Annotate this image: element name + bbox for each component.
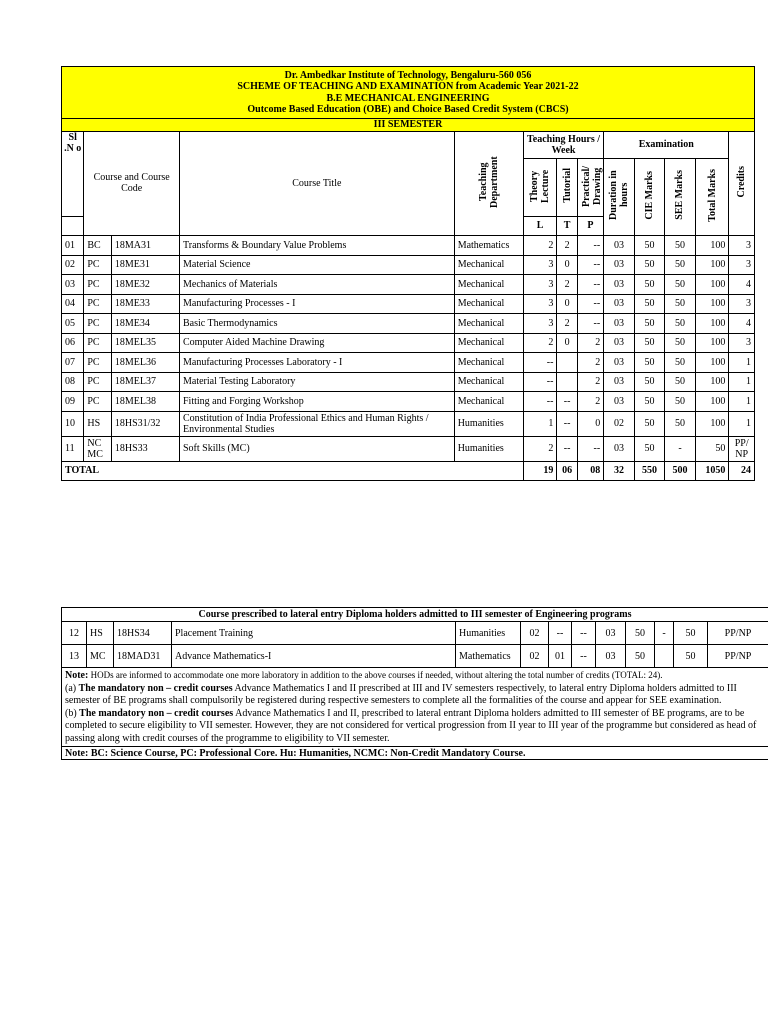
cell-duration: 03: [604, 333, 635, 353]
cell-total: 100: [695, 255, 729, 275]
cell-dept: Mechanical: [454, 294, 523, 314]
cell-cie: 50: [634, 392, 665, 412]
table-row: [62, 333, 755, 353]
cell-code: 18MEL38: [111, 392, 179, 412]
cell-code: 18ME31: [111, 255, 179, 275]
cell-dept: Mathematics: [454, 236, 523, 256]
col-teaching-hours: Teaching Hours / Week: [523, 131, 603, 158]
total-label: TOTAL: [62, 461, 524, 481]
col-teaching-dept-label: Teaching Department: [477, 155, 500, 208]
cell-code: 18HS33: [111, 436, 179, 461]
total-l: 19: [523, 461, 557, 481]
cell-t: 2: [557, 314, 577, 334]
cell-t: 01: [549, 645, 572, 668]
cell-p: 2: [577, 372, 603, 392]
obe-cbcs-line: Outcome Based Education (OBE) and Choice Based Credit System (CBCS): [247, 104, 569, 115]
cell-p: --: [577, 294, 603, 314]
institute-header: [62, 67, 755, 119]
abbreviation-note: Note: BC: Science Course, PC: Professional Core. Hu: Humanities, NCMC: Non-Credit Mandatory Course.: [62, 747, 768, 760]
col-see-label: SEE Marks: [674, 170, 686, 221]
col-teaching-dept: [454, 131, 523, 236]
cell-total: 100: [695, 353, 729, 373]
cell-total: 100: [695, 236, 729, 256]
total-p: 08: [577, 461, 603, 481]
cell-p: 0: [577, 411, 603, 436]
col-slno: Sl .N o: [62, 131, 84, 216]
cell-title: Advance Mathematics-I: [172, 645, 456, 668]
cell-duration: 03: [604, 353, 635, 373]
cell-cie: 50: [634, 333, 665, 353]
cell-l: --: [523, 353, 557, 373]
cell-credits: 1: [729, 392, 755, 412]
cell-code: 18ME34: [111, 314, 179, 334]
cell-code: 18HS31/32: [111, 411, 179, 436]
cell-t: [557, 353, 577, 373]
cell-title: Soft Skills (MC): [180, 436, 455, 461]
col-tutorial: [557, 158, 577, 216]
cell-l: 2: [523, 333, 557, 353]
cell-l: 3: [523, 314, 557, 334]
institute-name: Dr. Ambedkar Institute of Technology, Bengaluru-560 056: [284, 69, 532, 81]
cell-t: --: [557, 411, 577, 436]
cell-p: 2: [577, 333, 603, 353]
note-general: [65, 669, 765, 683]
cell-dept: Mechanical: [454, 275, 523, 295]
cell-code: 18MA31: [111, 236, 179, 256]
table-row: [62, 392, 755, 412]
cell-credits: 4: [729, 275, 755, 295]
table-row: [62, 236, 755, 256]
cell-category: PC: [84, 294, 111, 314]
cell-credits: 3: [729, 294, 755, 314]
cell-dept: Mechanical: [454, 353, 523, 373]
cell-total: 100: [695, 372, 729, 392]
lateral-heading: Course prescribed to lateral entry Diploma holders admitted to III semester of Engineering programs: [62, 608, 768, 622]
col-L: L: [523, 216, 557, 236]
cell-cie: 50: [634, 294, 665, 314]
cell-see: 50: [665, 333, 696, 353]
cell-category: PC: [84, 275, 111, 295]
cell-total: 50: [695, 436, 729, 461]
cell-see: 50: [665, 411, 696, 436]
cell-title: Fitting and Forging Workshop: [180, 392, 455, 412]
cell-duration: 03: [604, 372, 635, 392]
cell-t: [557, 372, 577, 392]
cell-see: 50: [665, 275, 696, 295]
scheme-title: SCHEME OF TEACHING AND EXAMINATION from Academic Year 2021-22: [237, 81, 579, 92]
cell-see: 50: [665, 255, 696, 275]
cell-code: 18MEL37: [111, 372, 179, 392]
cell-sl: 04: [62, 294, 84, 314]
note-a-prefix: (a): [65, 682, 79, 694]
semester-title: III SEMESTER: [62, 119, 755, 132]
cell-see: 50: [665, 353, 696, 373]
cell-total: 100: [695, 333, 729, 353]
cell-p: --: [577, 314, 603, 334]
cell-duration: 03: [604, 255, 635, 275]
cell-category: BC: [84, 236, 111, 256]
notes-block: [62, 668, 768, 747]
col-cie: [634, 158, 665, 236]
cell-credits: 4: [729, 314, 755, 334]
cell-sl: 07: [62, 353, 84, 373]
cell-l: 2: [523, 436, 557, 461]
col-total: [695, 158, 729, 236]
cell-code: 18ME32: [111, 275, 179, 295]
cell-code: 18MEL35: [111, 333, 179, 353]
col-duration: [604, 158, 635, 236]
cell-credits: 1: [729, 411, 755, 436]
cell-sl: 08: [62, 372, 84, 392]
col-course-code-label: Course and Course Code: [93, 172, 170, 195]
cell-t: 2: [557, 275, 577, 295]
cell-duration: 03: [596, 622, 626, 645]
cell-l: 1: [523, 411, 557, 436]
note-b: [65, 708, 765, 746]
cell-sl: 03: [62, 275, 84, 295]
cell-category: PC: [84, 372, 111, 392]
cell-t: --: [557, 436, 577, 461]
cell-p: --: [577, 436, 603, 461]
cell-code: 18MEL36: [111, 353, 179, 373]
lateral-entry-table: [61, 607, 768, 760]
cell-p: 2: [577, 353, 603, 373]
cell-category: HS: [87, 622, 114, 645]
cell-p: --: [577, 255, 603, 275]
cell-t: 2: [557, 236, 577, 256]
table-row: [62, 314, 755, 334]
cell-credits: PP/NP: [708, 645, 768, 668]
cell-total: 100: [695, 294, 729, 314]
cell-cie: 50: [634, 372, 665, 392]
cell-p: --: [572, 622, 596, 645]
cell-dept: Humanities: [454, 436, 523, 461]
table-row: [62, 275, 755, 295]
cell-category: PC: [84, 255, 111, 275]
cell-sl: 12: [62, 622, 87, 645]
note-b-bold: The mandatory non – credit courses: [79, 707, 234, 719]
cell-l: 3: [523, 294, 557, 314]
note-b-prefix: (b): [65, 707, 80, 719]
cell-sl: 01: [62, 236, 84, 256]
cell-see: 50: [665, 314, 696, 334]
cell-total: 100: [695, 411, 729, 436]
table-row: [62, 353, 755, 373]
cell-sl: 13: [62, 645, 87, 668]
cell-dept: Mechanical: [454, 372, 523, 392]
cell-see: 50: [665, 372, 696, 392]
table-row: [62, 372, 755, 392]
cell-sl: 02: [62, 255, 84, 275]
cell-title: Constitution of India Professional Ethics and Human Rights / Environmental Studies: [180, 411, 455, 436]
scheme-table: [61, 66, 755, 481]
cell-dept: Mechanical: [454, 314, 523, 334]
cell-cie: 50: [634, 411, 665, 436]
cell-title: Placement Training: [172, 622, 456, 645]
table-row: [62, 622, 768, 645]
cell-t: 0: [557, 333, 577, 353]
cell-category: NC MC: [84, 436, 111, 461]
cell-title: Material Science: [180, 255, 455, 275]
cell-cie: 50: [634, 255, 665, 275]
col-credits: [729, 131, 755, 236]
cell-cie: 50: [634, 353, 665, 373]
cell-category: PC: [84, 392, 111, 412]
table-row: [62, 294, 755, 314]
table-row: [62, 645, 768, 668]
cell-l: 02: [521, 645, 549, 668]
cell-cie: 50: [634, 436, 665, 461]
col-course-title: [180, 131, 455, 236]
cell-title: Transforms & Boundary Value Problems: [180, 236, 455, 256]
cell-t: 0: [557, 294, 577, 314]
total-t: 06: [557, 461, 577, 481]
col-credits-label: Credits: [736, 166, 748, 198]
col-slno-empty: [62, 216, 84, 236]
note-a: [65, 683, 765, 708]
cell-dept: Humanities: [454, 411, 523, 436]
cell-credits: 3: [729, 255, 755, 275]
col-theory-label: Theory Lecture: [529, 168, 552, 203]
table-row: [62, 436, 755, 461]
cell-total: 50: [674, 622, 708, 645]
cell-code: 18ME33: [111, 294, 179, 314]
cell-duration: 03: [604, 314, 635, 334]
cell-cie: 50: [626, 622, 655, 645]
col-duration-label: Duration in hours: [607, 170, 630, 221]
cell-t: 0: [557, 255, 577, 275]
total-duration: 32: [604, 461, 635, 481]
cell-credits: 1: [729, 372, 755, 392]
cell-t: --: [549, 622, 572, 645]
cell-category: HS: [84, 411, 111, 436]
cell-duration: 03: [604, 392, 635, 412]
cell-sl: 09: [62, 392, 84, 412]
cell-p: --: [577, 236, 603, 256]
cell-l: --: [523, 392, 557, 412]
cell-category: MC: [87, 645, 114, 668]
cell-dept: Mathematics: [456, 645, 521, 668]
cell-category: PC: [84, 314, 111, 334]
cell-dept: Humanities: [456, 622, 521, 645]
cell-credits: PP/NP: [708, 622, 768, 645]
note-general-text: HODs are informed to accommodate one more laboratory in addition to the above courses if needed, without altering the total number of credits (TOTAL: 24).: [88, 670, 663, 680]
total-see: 500: [665, 461, 696, 481]
cell-code: 18HS34: [114, 622, 172, 645]
cell-p: --: [572, 645, 596, 668]
cell-total: 100: [695, 392, 729, 412]
total-marks: 1050: [695, 461, 729, 481]
cell-credits: 3: [729, 333, 755, 353]
col-course-code: [84, 131, 180, 236]
total-row: [62, 461, 755, 481]
cell-see: -: [655, 622, 674, 645]
cell-sl: 05: [62, 314, 84, 334]
note-b-text: Advance Mathematics I and II, prescribed to lateral entrant Diploma holders admitted to III semester of BE programs, are to be completed to secure eligibility to VII semester. However, they are not considered for vertical progression from II year to III year of the programme but considered as head of passing along with credit courses of the programme to eligibility to VII semester.: [65, 707, 757, 744]
cell-t: --: [557, 392, 577, 412]
cell-code: 18MAD31: [114, 645, 172, 668]
cell-cie: 50: [634, 314, 665, 334]
total-cie: 550: [634, 461, 665, 481]
cell-credits: 3: [729, 236, 755, 256]
cell-duration: 03: [604, 294, 635, 314]
cell-see: 50: [665, 294, 696, 314]
cell-total: 100: [695, 314, 729, 334]
cell-sl: 06: [62, 333, 84, 353]
cell-category: PC: [84, 333, 111, 353]
cell-l: 2: [523, 236, 557, 256]
program-name: B.E MECHANICAL ENGINEERING: [326, 92, 490, 104]
cell-sl: 11: [62, 436, 84, 461]
table-row: [62, 411, 755, 436]
cell-p: --: [577, 275, 603, 295]
col-cie-label: CIE Marks: [643, 170, 655, 220]
col-practical-label: Practical/ Drawing: [580, 164, 603, 207]
cell-l: 3: [523, 255, 557, 275]
cell-cie: 50: [634, 275, 665, 295]
cell-title: Material Testing Laboratory: [180, 372, 455, 392]
cell-total: 100: [695, 275, 729, 295]
cell-l: 3: [523, 275, 557, 295]
cell-duration: 03: [604, 275, 635, 295]
table-row: [62, 255, 755, 275]
col-course-title-label: Course Title: [292, 177, 342, 189]
total-credits: 24: [729, 461, 755, 481]
note-label: Note:: [65, 670, 89, 681]
col-theory: [523, 158, 557, 216]
cell-dept: Mechanical: [454, 255, 523, 275]
col-P: P: [577, 216, 603, 236]
cell-duration: 03: [596, 645, 626, 668]
cell-title: Mechanics of Materials: [180, 275, 455, 295]
cell-sl: 10: [62, 411, 84, 436]
cell-l: --: [523, 372, 557, 392]
cell-see: [655, 645, 674, 668]
col-T: T: [557, 216, 577, 236]
cell-cie: 50: [626, 645, 655, 668]
col-tutorial-label: Tutorial: [561, 168, 573, 203]
cell-duration: 03: [604, 236, 635, 256]
cell-title: Manufacturing Processes - I: [180, 294, 455, 314]
note-a-bold: The mandatory non – credit courses: [78, 682, 233, 694]
col-examination: Examination: [604, 131, 729, 158]
cell-duration: 03: [604, 436, 635, 461]
cell-p: 2: [577, 392, 603, 412]
cell-title: Manufacturing Processes Laboratory - I: [180, 353, 455, 373]
col-practical: [577, 158, 603, 216]
cell-total: 50: [674, 645, 708, 668]
cell-title: Basic Thermodynamics: [180, 314, 455, 334]
col-see: [665, 158, 696, 236]
note-a-text: Advance Mathematics I and II prescribed at III and IV semesters respectively, to lateral entry Diploma holders admitted to III semester of BE programs shall compulsorily be registered during respective semesters to complete all the formalities of the course and appear for SEE examination.: [65, 682, 737, 706]
cell-see: 50: [665, 236, 696, 256]
cell-l: 02: [521, 622, 549, 645]
cell-credits: PP/ NP: [729, 436, 755, 461]
cell-cie: 50: [634, 236, 665, 256]
col-total-label: Total Marks: [706, 168, 718, 222]
cell-dept: Mechanical: [454, 392, 523, 412]
cell-title: Computer Aided Machine Drawing: [180, 333, 455, 353]
cell-see: 50: [665, 392, 696, 412]
cell-duration: 02: [604, 411, 635, 436]
cell-dept: Mechanical: [454, 333, 523, 353]
cell-see: -: [665, 436, 696, 461]
cell-category: PC: [84, 353, 111, 373]
cell-credits: 1: [729, 353, 755, 373]
